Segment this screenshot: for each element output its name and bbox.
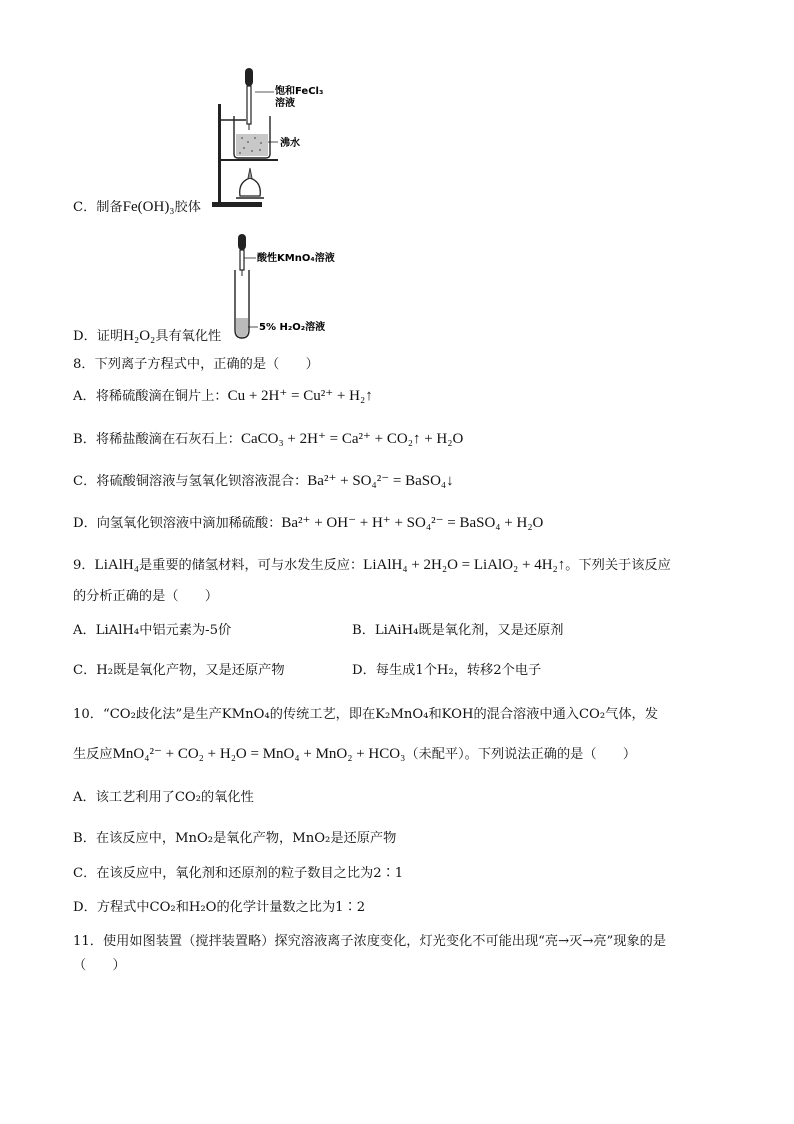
q9-option-c: C．H₂既是氧化产物，又是还原产物 [73, 663, 285, 678]
kmno4-label: 酸性KMnO₄溶液 [257, 253, 335, 264]
q11-stem-line1: 11．使用如图装置（搅拌装置略）探究溶液离子浓度变化，灯光变化不可能出现“亮→灭→亮”现象的是 [73, 934, 667, 949]
q9-stem-line2: 的分析正确的是（ ） [73, 589, 219, 604]
boiling-water-label: 沸水 [280, 138, 300, 149]
q10-option-a: A．该工艺利用了CO₂的氧化性 [73, 790, 254, 805]
q9-option-b: B．LiAiH₄既是氧化剂，又是还原剂 [352, 623, 564, 638]
q7-option-d: D．证明H₂O₂具有氧化性 [73, 328, 222, 344]
fecl3-label: 饱和FeCl₃ [275, 86, 324, 97]
q8-option-a: A．将稀硫酸滴在铜片上：Cu + 2H⁺ = Cu²⁺ + H₂↑ [73, 388, 373, 404]
h2o2-label: 5% H₂O₂溶液 [259, 322, 326, 333]
q8-option-c: C．将硫酸铜溶液与氢氧化钡溶液混合：Ba²⁺ + SO₄²⁻ = BaSO₄↓ [73, 473, 454, 489]
test-tube-figure [222, 230, 362, 345]
q10-stem-line1: 10．“CO₂歧化法”是生产KMnO₄的传统工艺，即在K₂MnO₄和KOH的混合溶液中通入CO₂气体，发 [73, 707, 658, 722]
solution-label: 溶液 [275, 98, 295, 109]
q10-option-b: B．在该反应中，MnO₂是氧化产物，MnO₂是还原产物 [73, 831, 397, 846]
q8-option-d: D．向氢氧化钡溶液中滴加稀硫酸：Ba²⁺ + OH⁻ + H⁺ + SO₄²⁻ = BaSO₄ + H₂O [73, 515, 544, 531]
q9-option-d: D．每生成1个H₂，转移2个电子 [352, 663, 542, 678]
q7-option-c: C．制备Fe(OH)₃胶体 [73, 199, 201, 215]
q11-stem-line2: （ ） [73, 958, 126, 973]
q8-option-b: B．将稀盐酸滴在石灰石上：CaCO₃ + 2H⁺ = Ca²⁺ + CO₂↑ + H₂O [73, 431, 464, 447]
colloid-apparatus-figure [210, 64, 340, 214]
q8-stem: 8．下列离子方程式中，正确的是（ ） [73, 357, 319, 372]
q10-option-d: D．方程式中CO₂和H₂O的化学计量数之比为1∶2 [73, 900, 366, 915]
q10-stem-line2: 生反应MnO₄²⁻ + CO₂ + H₂O = MnO₄ + MnO₂ + HCO₃（未配平）。下列说法正确的是（ ） [73, 746, 637, 762]
q10-option-c: C．在该反应中，氧化剂和还原剂的粒子数目之比为2∶1 [73, 866, 404, 881]
q9-stem-line1: 9．LiAlH₄是重要的储氢材料，可与水发生反应：LiAlH₄ + 2H₂O = LiAlO₂ + 4H₂↑。下列关于该反应 [73, 557, 671, 573]
q9-option-a: A．LiAlH₄中铝元素为-5价 [73, 623, 232, 638]
